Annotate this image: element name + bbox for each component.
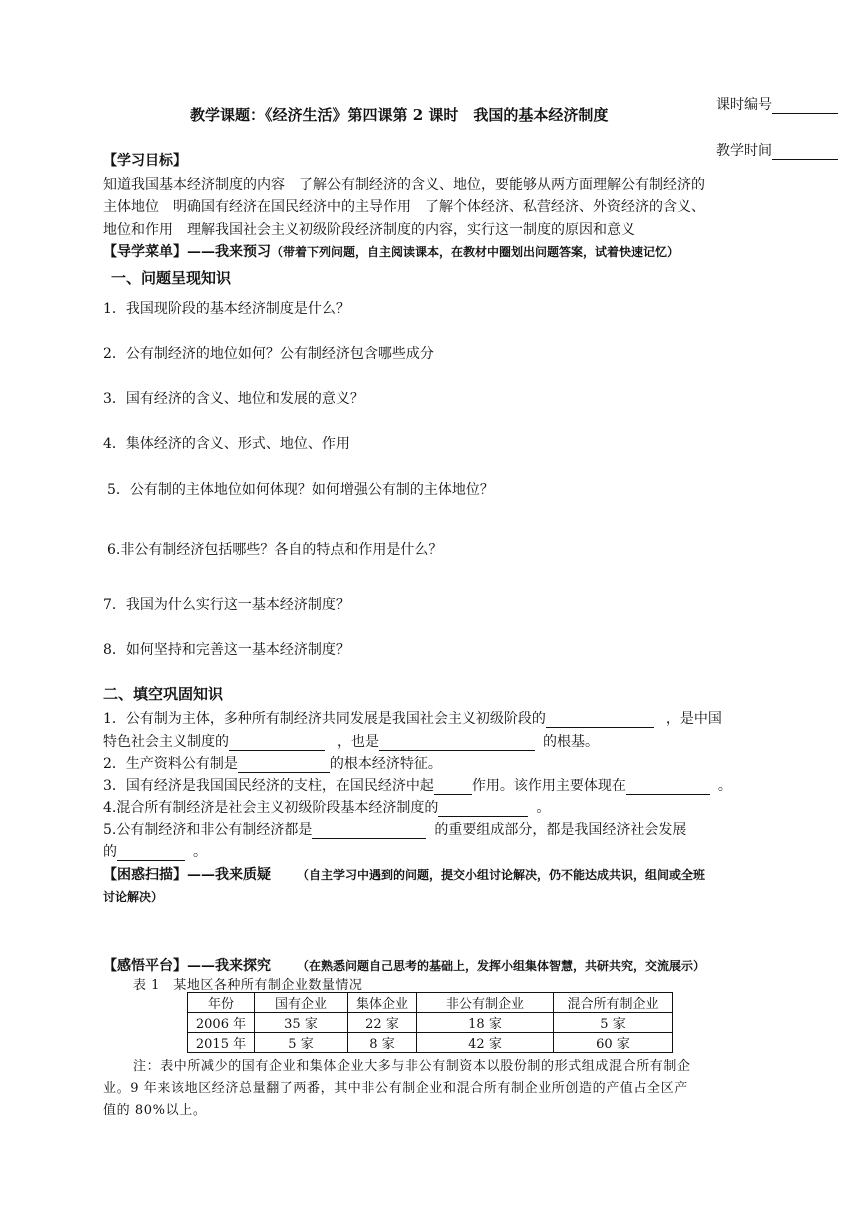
table-note-line-1: 注：表中所减少的国有企业和集体企业大多与非公有制资本以股份制的形式组成混合所有制企	[133, 1059, 691, 1074]
explore-note: （在熟悉问题自己思考的基础上，发挥小组集体智慧，共研共究，交流展示）	[297, 959, 706, 973]
question-2: 2．公有制经济的地位如何？公有制经济包含哪些成分	[103, 346, 434, 362]
doubt-label: 【困惑扫描】——我来质疑	[103, 867, 271, 883]
fill-text: 的根基。	[543, 734, 599, 750]
section2-heading: 二、填空巩固知识	[103, 685, 224, 703]
table-cell: 8 家	[348, 1033, 417, 1053]
question-5: 5．公有制的主体地位如何体现？如何增强公有制的主体地位？	[107, 482, 494, 498]
fill-text: 。	[717, 778, 732, 794]
fill-line-5	[103, 797, 550, 817]
fill-text: 4.混合所有制经济是社会主义初级阶段基本经济制度的	[103, 800, 439, 816]
table-cell: 22 家	[348, 1013, 417, 1033]
question-8: 8．如何坚持和完善这一基本经济制度？	[103, 642, 350, 658]
guide-row	[103, 241, 679, 261]
question-1: 1．我国现阶段的基本经济制度是什么？	[103, 301, 350, 317]
lesson-number-label: 课时编号	[716, 97, 772, 113]
fill-text: ，是中国	[665, 711, 722, 727]
fill-text: 特色社会主义制度的	[103, 734, 229, 750]
question-6: 6.非公有制经济包括哪些？各自的特点和作用是什么？	[107, 542, 443, 558]
fill-blank[interactable]	[379, 736, 535, 751]
fill-text: 作用。该作用主要体现在	[471, 778, 626, 794]
fill-blank[interactable]	[626, 780, 710, 795]
question-3: 3．国有经济的含义、地位和发展的意义？	[103, 391, 364, 407]
fill-line-7	[103, 841, 207, 861]
fill-blank[interactable]	[312, 824, 426, 839]
lesson-number-blank[interactable]	[772, 99, 838, 114]
table-cell: 42 家	[417, 1033, 554, 1053]
teaching-time-field	[716, 140, 838, 160]
doubt-note-2: 讨论解决）	[103, 890, 164, 904]
question-7: 7．我国为什么实行这一基本经济制度？	[103, 597, 350, 613]
doubt-note-1: （自主学习中遇到的问题，提交小组讨论解决，仍不能达成共识，组间或全班	[297, 868, 706, 882]
fill-text: 。	[193, 844, 207, 860]
fill-blank[interactable]	[238, 758, 330, 773]
objectives-label: 【学习目标】	[103, 153, 187, 169]
guide-note: （带着下列问题，自主阅读课本，在教材中圈划出问题答案，试着快速记忆）	[271, 245, 680, 259]
fill-text: ，也是	[337, 734, 379, 750]
fill-blank[interactable]	[117, 846, 185, 861]
table-cell: 60 家	[554, 1033, 673, 1053]
table-note-line-2: 业。9 年来该地区经济总量翻了两番，其中非公有制企业和混合所有制企业所创造的产值占全区产	[103, 1081, 688, 1096]
fill-text: 2．生产资料公有制是	[103, 756, 238, 772]
table-cell: 18 家	[417, 1013, 554, 1033]
fill-text: 。	[536, 800, 551, 816]
doubt-row	[103, 864, 705, 884]
fill-text: 的根本经济特征。	[329, 756, 442, 772]
section1-heading: 一、问题呈现知识	[111, 269, 232, 287]
fill-line-3	[103, 753, 442, 773]
table-header-cell: 国有企业	[255, 993, 348, 1013]
table-header-cell: 年份	[188, 993, 255, 1013]
table-header-cell: 集体企业	[348, 993, 417, 1013]
objectives-line-1: 知道我国基本经济制度的内容 了解公有制经济的含义、地位，要能够从两方面理解公有制经济的	[103, 177, 705, 193]
objectives-line-3: 地位和作用 理解我国社会主义初级阶段经济制度的内容，实行这一制度的原因和意义	[103, 222, 635, 238]
question-4: 4．集体经济的含义、形式、地位、作用	[103, 436, 350, 452]
table-row	[188, 1013, 673, 1033]
table-cell: 5 家	[255, 1033, 348, 1053]
explore-label: 【感悟平台】——我来探究	[103, 958, 271, 974]
table-header-row	[188, 993, 673, 1013]
fill-text: 的重要组成部分，都是我国经济社会发展	[434, 822, 687, 838]
enterprise-count-table	[187, 992, 673, 1053]
fill-text: 5.公有制经济和非公有制经济都是	[103, 822, 313, 838]
fill-blank[interactable]	[434, 780, 472, 795]
fill-line-1	[103, 708, 722, 728]
table-header-cell: 混合所有制企业	[554, 993, 673, 1013]
fill-line-4	[103, 775, 732, 795]
table-header-cell: 非公有制企业	[417, 993, 554, 1013]
explore-row	[103, 955, 705, 975]
fill-line-6	[103, 819, 686, 839]
fill-blank[interactable]	[438, 802, 528, 817]
table-row	[188, 1033, 673, 1053]
teaching-time-label: 教学时间	[716, 143, 772, 159]
table-cell: 2006 年	[188, 1013, 255, 1033]
page-title: 教学课题：《经济生活》第四课第 2 课时 我国的基本经济制度	[190, 106, 609, 124]
table-cell: 5 家	[554, 1013, 673, 1033]
objectives-line-2: 主体地位 明确国有经济在国民经济中的主导作用 了解个体经济、私营经济、外资经济的含义、	[103, 199, 705, 215]
fill-line-2	[103, 731, 599, 751]
fill-blank[interactable]	[546, 713, 654, 728]
table-note-line-3: 值的 80%以上。	[103, 1103, 207, 1118]
lesson-number-field	[716, 94, 838, 114]
fill-text: 1．公有制为主体，多种所有制经济共同发展是我国社会主义初级阶段的	[103, 711, 546, 727]
table-cell: 2015 年	[188, 1033, 255, 1053]
fill-blank[interactable]	[229, 736, 325, 751]
guide-label: 【导学菜单】——我来预习	[103, 244, 271, 260]
teaching-time-blank[interactable]	[772, 145, 838, 160]
table-caption: 表 1 某地区各种所有制企业数量情况	[133, 978, 363, 993]
fill-text: 3．国有经济是我国国民经济的支柱，在国民经济中起	[103, 778, 434, 794]
fill-text: 的	[103, 844, 117, 860]
table-cell: 35 家	[255, 1013, 348, 1033]
